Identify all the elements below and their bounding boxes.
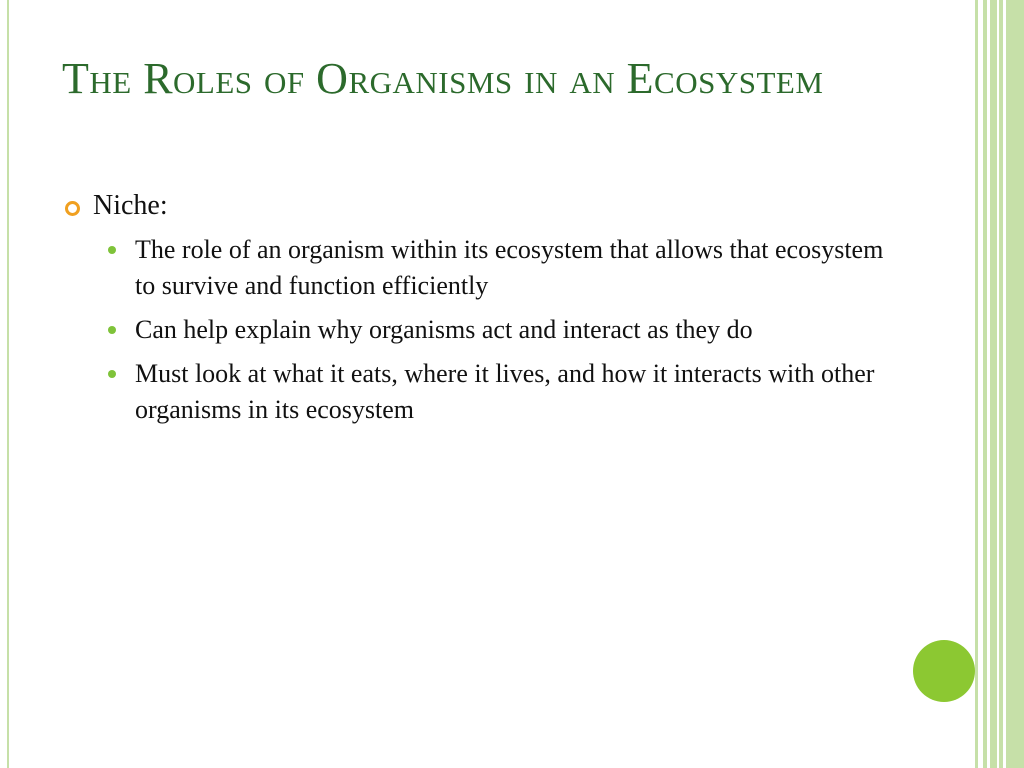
dot-bullet-icon <box>108 326 116 334</box>
right-stripe <box>983 0 987 768</box>
right-stripe <box>1006 0 1024 768</box>
bullet-text: Niche: <box>93 190 168 221</box>
slide-title: The Roles of Organisms in an Ecosystem <box>62 54 824 103</box>
bullet-text: Must look at what it eats, where it lives, and how it interacts with other organisms in its ecosystem <box>135 359 875 424</box>
dot-bullet-icon <box>108 246 116 254</box>
bullet-level-2 <box>62 312 895 348</box>
bullet-level-2 <box>62 356 895 428</box>
sub-bullet-list <box>62 232 942 428</box>
dot-bullet-icon <box>108 370 116 378</box>
bullet-level-2 <box>62 232 895 304</box>
left-border-line <box>7 0 9 768</box>
bullet-level-1 <box>62 188 942 224</box>
bullet-text: Can help explain why organisms act and interact as they do <box>135 315 753 344</box>
right-stripe <box>975 0 978 768</box>
slide-body <box>62 188 942 444</box>
right-stripe <box>990 0 997 768</box>
bullet-text: The role of an organism within its ecosystem that allows that ecosystem to survive and function efficiently <box>135 235 884 300</box>
right-stripe <box>999 0 1003 768</box>
ring-bullet-icon <box>65 201 80 216</box>
decorative-circle-icon <box>913 640 975 702</box>
